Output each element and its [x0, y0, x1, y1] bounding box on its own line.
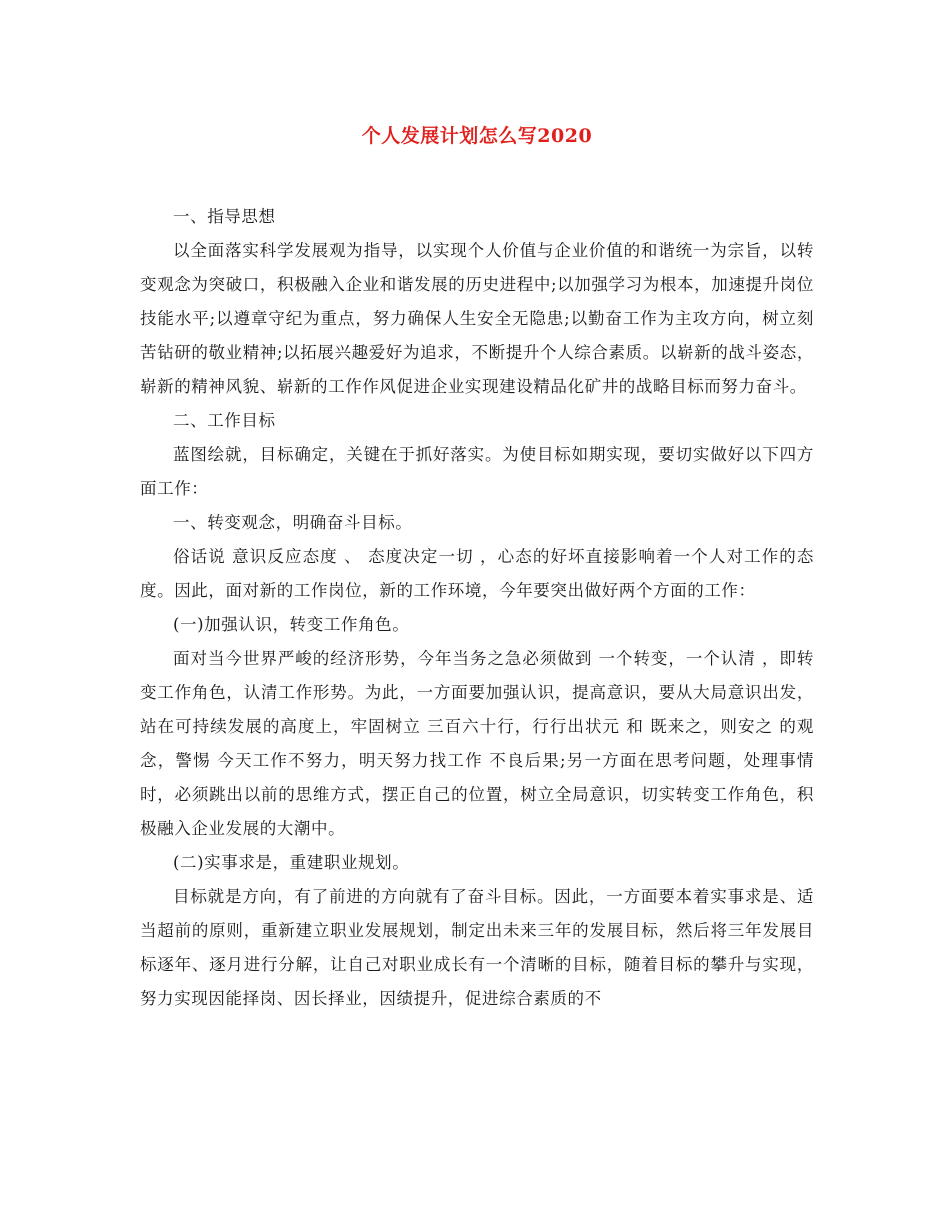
heading-change-mindset: 一、转变观念，明确奋斗目标。	[173, 513, 413, 532]
subheading-career-plan: (二)实事求是，重建职业规划。	[173, 853, 410, 872]
document-body	[140, 200, 814, 1016]
heading-guiding-ideology: 一、指导思想	[173, 207, 276, 226]
paragraph-guiding-ideology: 以全面落实科学发展观为指导，以实现个人价值与企业价值的和谐统一为宗旨，以转变观念为突破口，积极融入企业和谐发展的历史进程中;以加强学习为根本，加速提升岗位技能水平;以遵章守纪为重点，努力确保人生安全无隐患;以勤奋工作为主攻方向，树立刻苦钻研的敬业精神;以拓展兴趣爱好为追求，不断提升个人综合素质。以崭新的战斗姿态，崭新的精神风貌、崭新的工作作风促进企业实现建设精品化矿井的战略目标而努力奋斗。	[140, 241, 814, 396]
paragraph-role-change: 面对当今世界严峻的经济形势，今年当务之急必须做到 一个转变，一个认清 ，即转变工作角色，认清工作形势。为此，一方面要加强认识，提高意识，要从大局意识出发，站在可持续发展的高度上，牢固树立 三百六十行，行行出状元 和 既来之，则安之 的观念，警惕 今天工作不努力，明天努力找工作 不良后果;另一方面在思考问题，处理事情时，必须跳出以前的思维方式，摆正自己的位置，树立全局意识，切实转变工作角色，积极融入企业发展的大潮中。	[140, 649, 814, 838]
subheading-role-change: (一)加强认识，转变工作角色。	[173, 615, 410, 634]
paragraph-work-goals: 蓝图绘就，目标确定，关键在于抓好落实。为使目标如期实现，要切实做好以下四方面工作：	[140, 445, 814, 498]
paragraph-change-mindset: 俗话说 意识反应态度 、 态度决定一切 ，心态的好坏直接影响着一个人对工作的态度。因此，面对新的工作岗位，新的工作环境，今年要突出做好两个方面的工作：	[140, 547, 814, 600]
heading-work-goals: 二、工作目标	[173, 411, 276, 430]
paragraph-career-plan: 目标就是方向，有了前进的方向就有了奋斗目标。因此，一方面要本着实事求是、适当超前的原则，重新建立职业发展规划，制定出未来三年的发展目标，然后将三年发展目标逐年、逐月进行分解，让自己对职业成长有一个清晰的目标，随着目标的攀升与实现，努力实现因能择岗、因长择业，因绩提升，促进综合素质的不	[140, 887, 814, 1008]
document-title: 个人发展计划怎么写2020	[361, 125, 593, 147]
document-page	[140, 122, 814, 1016]
